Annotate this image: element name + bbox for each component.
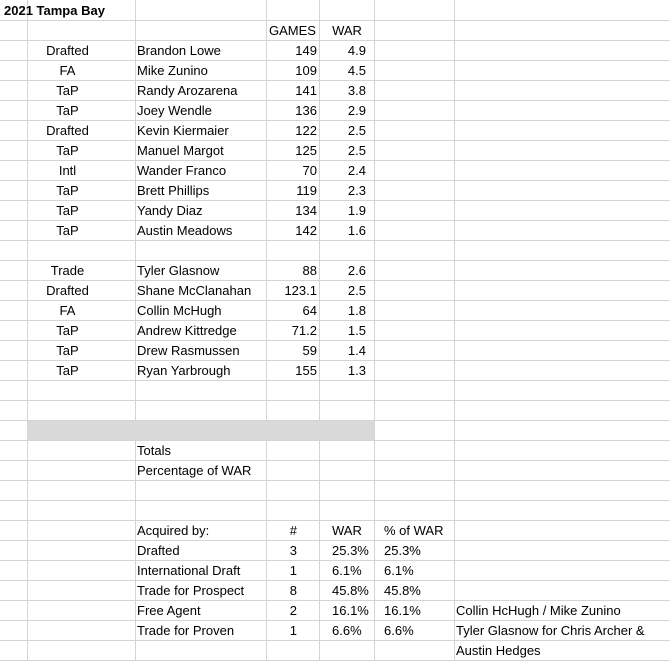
war-value[interactable]: 2.3 (347, 183, 366, 198)
acquisition-type[interactable]: Drafted (46, 43, 89, 58)
player-name[interactable]: Brett Phillips (137, 183, 210, 198)
games-value[interactable]: 141 (295, 83, 317, 98)
summary-pct[interactable]: 6.1% (384, 563, 414, 578)
war-value[interactable]: 1.5 (347, 323, 366, 338)
summary-war[interactable]: 25.3% (332, 543, 369, 558)
acquisition-type[interactable]: TaP (56, 143, 79, 158)
games-header[interactable]: GAMES (269, 23, 316, 38)
summary-count[interactable]: 8 (289, 583, 297, 598)
player-name[interactable]: Austin Meadows (137, 223, 233, 238)
games-value[interactable]: 119 (296, 183, 317, 198)
games-value[interactable]: 142 (295, 223, 317, 238)
war-value[interactable]: 2.6 (347, 263, 366, 278)
row-gridline (0, 440, 670, 441)
summary-war[interactable]: 6.6% (332, 623, 362, 638)
summary-note[interactable]: Collin HcHugh / Mike Zunino (456, 603, 621, 618)
war-value[interactable]: 2.5 (347, 283, 366, 298)
player-name[interactable]: Mike Zunino (137, 63, 208, 78)
war-value[interactable]: 1.6 (347, 223, 366, 238)
summary-count[interactable]: 3 (289, 543, 297, 558)
player-name[interactable]: Collin McHugh (137, 303, 222, 318)
summary-note[interactable]: Tyler Glasnow for Chris Archer & (456, 623, 645, 638)
pct-of-war-header[interactable]: % of WAR (384, 523, 444, 538)
war-value[interactable]: 1.4 (347, 343, 366, 358)
player-name[interactable]: Joey Wendle (137, 103, 212, 118)
acquired-by-header[interactable]: Acquired by: (137, 523, 210, 538)
player-name[interactable]: Ryan Yarbrough (137, 363, 231, 378)
acquisition-type[interactable]: Intl (58, 163, 77, 178)
war-value[interactable]: 1.9 (347, 203, 366, 218)
acquisition-type[interactable]: Drafted (46, 123, 89, 138)
games-value[interactable]: 88 (302, 263, 317, 278)
war-header[interactable]: WAR (332, 23, 362, 38)
percentage-of-war-label[interactable]: Percentage of WAR (137, 463, 252, 478)
player-name[interactable]: Kevin Kiermaier (137, 123, 229, 138)
player-name[interactable]: Brandon Lowe (137, 43, 221, 58)
games-value[interactable]: 123.1 (284, 283, 317, 298)
acquisition-type[interactable]: TaP (56, 363, 79, 378)
acquisition-type[interactable]: Drafted (46, 283, 89, 298)
games-value[interactable]: 155 (295, 363, 317, 378)
summary-war[interactable]: 16.1% (332, 603, 369, 618)
row-gridline (0, 460, 670, 461)
player-name[interactable]: Tyler Glasnow (137, 263, 220, 278)
count-header[interactable]: # (289, 523, 297, 538)
acquisition-type[interactable]: TaP (56, 323, 79, 338)
acquisition-type[interactable]: Trade (50, 263, 85, 278)
games-value[interactable]: 71.2 (291, 323, 317, 338)
summary-label[interactable]: Free Agent (137, 603, 201, 618)
summary-label[interactable]: Trade for Prospect (137, 583, 245, 598)
player-name[interactable]: Manuel Margot (137, 143, 224, 158)
row-gridline (0, 500, 670, 501)
acquisition-type[interactable]: FA (59, 303, 76, 318)
summary-pct[interactable]: 25.3% (384, 543, 421, 558)
games-value[interactable]: 59 (302, 343, 317, 358)
war-value[interactable]: 2.5 (347, 123, 366, 138)
acquisition-type[interactable]: TaP (56, 183, 79, 198)
player-name[interactable]: Wander Franco (137, 163, 227, 178)
games-value[interactable]: 122 (295, 123, 317, 138)
summary-label[interactable]: Drafted (137, 543, 180, 558)
war-value[interactable]: 2.4 (347, 163, 366, 178)
acquisition-type[interactable]: TaP (56, 203, 79, 218)
war-value[interactable]: 4.5 (347, 63, 366, 78)
games-value[interactable]: 134 (295, 203, 317, 218)
player-name[interactable]: Drew Rasmussen (137, 343, 240, 358)
player-name[interactable]: Andrew Kittredge (137, 323, 237, 338)
totals-label[interactable]: Totals (137, 443, 171, 458)
games-value[interactable]: 64 (302, 303, 317, 318)
war-value[interactable]: 2.9 (347, 103, 366, 118)
war-value[interactable]: 2.5 (347, 143, 366, 158)
summary-war[interactable]: 6.1% (332, 563, 362, 578)
row-gridline (0, 380, 670, 381)
war-value[interactable]: 1.8 (347, 303, 366, 318)
note-continued[interactable]: Austin Hedges (456, 643, 541, 658)
row-gridline (0, 400, 670, 401)
row-gridline (0, 240, 670, 241)
summary-pct[interactable]: 45.8% (384, 583, 421, 598)
summary-war[interactable]: 45.8% (332, 583, 369, 598)
games-value[interactable]: 149 (295, 43, 317, 58)
summary-war-header[interactable]: WAR (332, 523, 362, 538)
player-name[interactable]: Yandy Diaz (137, 203, 203, 218)
summary-count[interactable]: 2 (289, 603, 297, 618)
gray-separator-band (27, 421, 374, 440)
summary-label[interactable]: Trade for Proven (137, 623, 235, 638)
summary-count[interactable]: 1 (289, 563, 297, 578)
summary-pct[interactable]: 6.6% (384, 623, 414, 638)
acquisition-type[interactable]: TaP (56, 83, 79, 98)
games-value[interactable]: 125 (295, 143, 317, 158)
acquisition-type[interactable]: TaP (56, 103, 79, 118)
sheet-title[interactable]: 2021 Tampa Bay (4, 3, 105, 18)
games-value[interactable]: 136 (295, 103, 317, 118)
summary-pct[interactable]: 16.1% (384, 603, 421, 618)
acquisition-type[interactable]: TaP (56, 223, 79, 238)
war-value[interactable]: 3.8 (347, 83, 366, 98)
games-value[interactable]: 109 (295, 63, 317, 78)
summary-label[interactable]: International Draft (137, 563, 241, 578)
war-value[interactable]: 4.9 (347, 43, 366, 58)
row-gridline (0, 480, 670, 481)
summary-count[interactable]: 1 (289, 623, 297, 638)
war-value[interactable]: 1.3 (347, 363, 366, 378)
player-name[interactable]: Randy Arozarena (137, 83, 238, 98)
games-value[interactable]: 70 (302, 163, 317, 178)
player-name[interactable]: Shane McClanahan (137, 283, 252, 298)
acquisition-type[interactable]: FA (59, 63, 76, 78)
acquisition-type[interactable]: TaP (56, 343, 79, 358)
